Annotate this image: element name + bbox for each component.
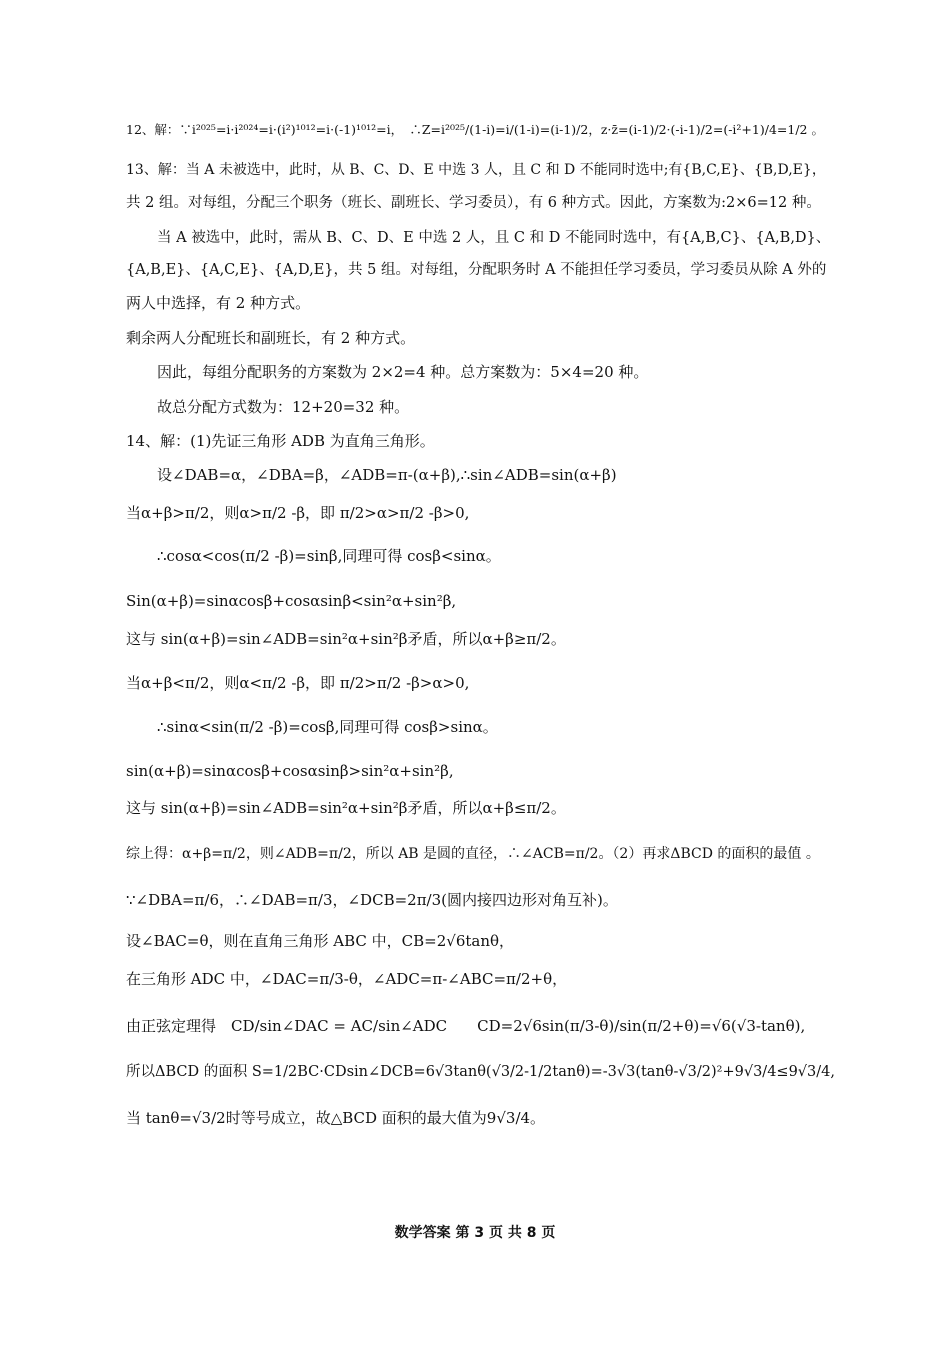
q13-remaining-roles: 剩余两人分配班长和副班长，有 2 种方式。 bbox=[126, 329, 416, 347]
q14-triangle-adc-angles: 在三角形 ADC 中，∠DAC=π/3-θ，∠ADC=π-∠ABC=π/2+θ， bbox=[126, 970, 568, 988]
q14-case-greater-ineq: ∴cosα<cos(π/2 -β)=sinβ,同理可得 cosβ<sinα。 bbox=[157, 547, 501, 565]
q14-max-area: 当 tanθ=√3/2时等号成立，故△BCD 面积的最大值为9√3/4。 bbox=[126, 1109, 546, 1127]
q14-area-expression: 所以ΔBCD 的面积 S=1/2BC·CDsin∠DCB=6√3tanθ(√3/2-1/2tanθ)=-3√3(tanθ-√3/2)²+9√3/4≤9√3/4, bbox=[126, 1064, 835, 1080]
q14-angle-setup: 设∠DAB=α，∠DBA=β，∠ADB=π-(α+β),∴sin∠ADB=sin(α+β) bbox=[157, 466, 617, 484]
page-footer: 数学答案 第 3 页 共 8 页 bbox=[394, 1225, 556, 1241]
q13-case-a-chosen: 当 A 被选中，此时，需从 B、C、D、E 中选 2 人，且 C 和 D 不能同时选中，有{A,B,C}、{A,B,D}、 bbox=[157, 230, 831, 246]
q14-case-greater-sum: Sin(α+β)=sinαcosβ+cosαsinβ<sin²α+sin²β, bbox=[126, 592, 457, 610]
q13-case-a-chosen-count: 因此，每组分配职务的方案数为 2×2=4 种。总方案数为：5×4=20 种。 bbox=[157, 363, 649, 381]
q14-case-less-sum: sin(α+β)=sinαcosβ+cosαsinβ>sin²α+sin²β, bbox=[126, 762, 454, 780]
q14-case-greater-contradiction: 这与 sin(α+β)=sin∠ADB=sin²α+sin²β矛盾，所以α+β≥π/2。 bbox=[126, 630, 566, 648]
q13-case-a-not-chosen: 13、解：当 A 未被选中，此时，从 B、C、D、E 中选 3 人，且 C 和 D 不能同时选中;有{B,C,E}、{B,D,E}， bbox=[126, 162, 826, 178]
q14-conclusion-part2: 综上得：α+β=π/2，则∠ADB=π/2，所以 AB 是圆的直径，∴∠ACB=π/2。（2）再求ΔBCD 的面积的最值 。 bbox=[126, 846, 820, 862]
q14-law-of-sines: 由正弦定理得 CD/sin∠DAC = AC/sin∠ADC CD=2√6sin(π/3-θ)/sin(π/2+θ)=√6(√3-tanθ), bbox=[126, 1017, 806, 1035]
q14-case-greater: 当α+β>π/2，则α>π/2 -β，即 π/2>α>π/2 -β>0, bbox=[126, 504, 470, 522]
q13-committee-choice: 两人中选择，有 2 种方式。 bbox=[126, 294, 311, 312]
q13-case-a-chosen-groups: {A,B,E}、{A,C,E}、{A,D,E}，共 5 组。对每组，分配职务时 A 不能担任学习委员，学习委员从除 A 外的 bbox=[126, 262, 827, 278]
q14-case-less-contradiction: 这与 sin(α+β)=sin∠ADB=sin²α+sin²β矛盾，所以α+β≤π/2。 bbox=[126, 799, 566, 817]
q14-angle-values: ∵∠DBA=π/6，∴∠DAB=π/3，∠DCB=2π/3(圆内接四边形对角互补)。 bbox=[126, 891, 618, 909]
q13-case-a-not-chosen-count: 共 2 组。对每组，分配三个职务（班长、副班长、学习委员），有 6 种方式。因此，方案数为:2×6=12 种。 bbox=[126, 195, 821, 211]
q14-case-less: 当α+β<π/2，则α<π/2 -β，即 π/2>π/2 -β>α>0, bbox=[126, 674, 470, 692]
q13-total: 故总分配方式数为：12+20=32 种。 bbox=[157, 398, 410, 416]
q14-part1-heading: 14、解：(1)先证三角形 ADB 为直角三角形。 bbox=[126, 432, 435, 450]
q14-case-less-ineq: ∴sinα<sin(π/2 -β)=cosβ,同理可得 cosβ>sinα。 bbox=[157, 718, 498, 736]
q12-solution: 12、解：∵i²⁰²⁵=i·i²⁰²⁴=i·(i²)¹⁰¹²=i·(-1)¹⁰¹²=i， ∴Z=i²⁰²⁵/(1-i)=i/(1-i)=(i-1)/2，z·z̄=(i-1)/2·(-i-1)/2=(-i²+1)/4=1/2 。 bbox=[126, 122, 824, 137]
q14-cb-expression: 设∠BAC=θ，则在直角三角形 ABC 中，CB=2√6tanθ， bbox=[126, 932, 515, 950]
